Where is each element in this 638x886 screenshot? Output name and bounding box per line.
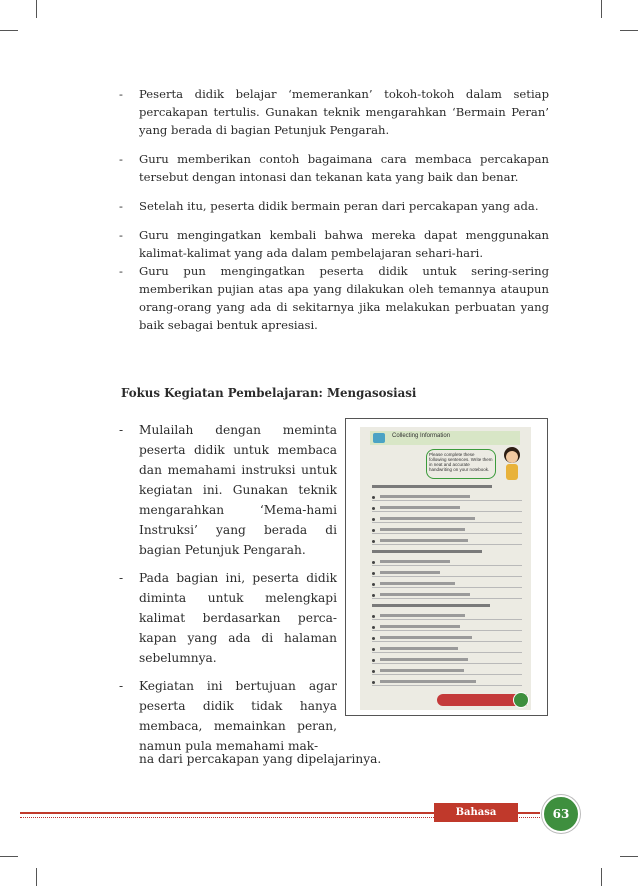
top-bullet-list <box>119 85 549 334</box>
figure-footer-tab <box>437 694 527 706</box>
bullet-item: - Guru mengingatkan kembali bahwa mereka dapat menggunakan kalimat-kalimat yang ada dalam pembelajaran sehari-hari. <box>119 226 549 262</box>
crop-mark <box>620 856 638 857</box>
column-tail: na dari percakapan yang dipelajarinya. <box>139 752 382 766</box>
crop-mark <box>601 0 602 18</box>
bullet-item: - Guru memberikan contoh bagaimana cara membaca percakapan tersebut dengan intonasi dan tekanan kata yang baik dan benar. <box>119 150 549 186</box>
section-heading: Fokus Kegiatan Pembelajaran: Mengasosiasi <box>121 386 417 400</box>
book-title-tab: Bahasa Inggris <box>434 803 518 822</box>
bullet-item: - Guru pun mengingatkan peserta didik untuk sering-sering memberikan pujian atas apa yang dilakukan oleh temannya ataupun orang-orang yang ada di sekitarnya jika melakukan perbuatan yang baik sebagai bentuk apresiasi. <box>119 262 549 334</box>
crop-mark <box>601 868 602 886</box>
crop-mark <box>0 30 18 31</box>
crop-mark <box>0 856 18 857</box>
exercise-lines <box>372 485 522 691</box>
column-item: - Mulailah dengan meminta peserta didik untuk membaca dan memahami instruksi untuk kegiatan ini. Gunakan teknik mengarahkan ‘Mema-hami Instruksi’ yang berada di bagian Petunjuk Pengarah. <box>119 420 337 560</box>
column-item: - Pada bagian ini, peserta didik diminta untuk melengkapi kalimat berdasarkan perca-kapan yang ada di halaman sebelumnya. <box>119 568 337 668</box>
bullet-item: - Setelah itu, peserta didik bermain peran dari percakapan yang ada. <box>119 197 549 215</box>
figure-header-text: Collecting Information <box>392 433 451 439</box>
crop-mark <box>36 0 37 18</box>
column-item: - Kegiatan ini bertujuan agar peserta didik tidak hanya membaca, memainkan peran, namun pula memahami mak- <box>119 676 337 756</box>
bullet-item: - Peserta didik belajar ‘memerankan’ tokoh-tokoh dalam setiap percakapan tertulis. Gunakan teknik mengarahkan ‘Bermain Peran’ yang berada di bagian Petunjuk Pengarah. <box>119 85 549 139</box>
page-number: 63 <box>542 795 580 833</box>
crop-mark <box>620 30 638 31</box>
book-icon <box>373 433 385 443</box>
textbook-page-thumbnail <box>360 427 531 710</box>
figure-page-badge <box>513 692 529 708</box>
speech-bubble: Please complete these following sentences. Write them in neat and accurate handwriting on your notebook. <box>426 449 496 479</box>
crop-mark <box>36 868 37 886</box>
textbook-figure <box>345 418 548 716</box>
girl-illustration-icon <box>500 445 524 485</box>
left-column-list <box>119 420 337 756</box>
figure-header <box>370 431 520 445</box>
